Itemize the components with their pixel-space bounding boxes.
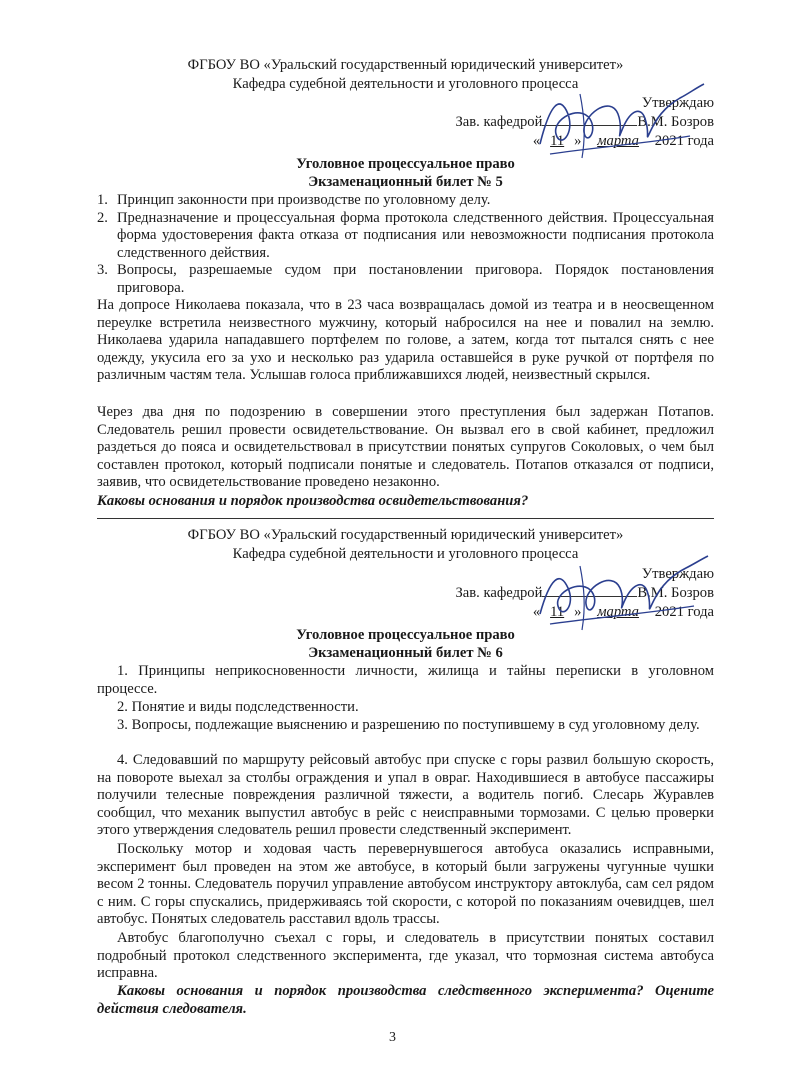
ticket5-subject: Уголовное процессуальное право xyxy=(296,156,515,172)
ticket5-head-label: Зав. кафедрой xyxy=(455,114,543,130)
ticket5-head-name: В.М. Бозров xyxy=(637,114,714,130)
ticket5-department: Кафедра судебной деятельности и уголовного процесса xyxy=(232,76,579,92)
ticket6-approve: Утверждаю xyxy=(641,566,714,582)
ticket5-date-day: 11 xyxy=(550,133,565,149)
ticket6-head-label: Зав. кафедрой xyxy=(455,585,543,601)
ticket6-question-4: 4. Следовавший по маршруту рейсовый автобус при спуске с горы развил большую скорость, на повороте выехал за столбы ограждения и упал в овраг. Находившиеся в автобусе пассажиры получили телесные повреждения различной тяжести, а водитель погиб. Слесарь Журавлев сообщил, что механик выпустил автобус в рейс с неисправными тормозами. С целью проверки этого утверждения следователь решил провести следственный эксперимент. xyxy=(97,752,714,839)
ticket5-task: Каковы основания и порядок производства освидетельствования? xyxy=(97,493,529,509)
ticket6-head-name: В.М. Бозров xyxy=(637,585,714,601)
ticket6-question-1: 1. Принципы неприкосновенности личности, жилища и тайны переписки в уголовном процессе. xyxy=(97,663,714,697)
ticket6-paragraph-3: Автобус благополучно съехал с горы, и следователь в присутствии понятых составил подробный протокол следственного эксперимента, где указал, что тормозная система автобуса исправна. xyxy=(97,930,714,982)
ticket6-date-month: марта xyxy=(597,604,639,620)
ticket5-question-3: 3. Вопросы, разрешаемые судом при постановлении приговора. Порядок постановления приговора. xyxy=(97,262,714,296)
ticket6-subject: Уголовное процессуальное право xyxy=(296,627,515,643)
ticket5-case-paragraph-1: На допросе Николаева показала, что в 23 часа возвращалась домой из театра и в неосвещенном переулке встретила неизвестного мужчину, который набросился на нее и повалил на землю. Николаева ударила нападавшего портфелем по голове, а затем, когда тот пытался снять с нее одежду, укусила его за ухо и несколько раз ударила оставшейся в руке ручкой от портфеля по различным частям тела. Услышав голоса приближавшихся людей, неизвестный скрылся. xyxy=(97,297,714,384)
ticket6-date-line: « 11 » марта 2021 года xyxy=(532,604,714,620)
ticket5-questions xyxy=(97,192,714,298)
ticket6-paragraph-2: Поскольку мотор и ходовая часть перевернувшегося автобуса оказались исправными, эксперимент был проведен на этом же автобусе, в который были загружены чугунные чушки весом 2 тонны. Следователь поручил управление автобусом инструктору автоклуба, сам сел рядом с ним. С горы спускались, придерживаясь той скорости, с которой по показаниям очевидцев, шел автобус. Понятых следователь расставил вдоль трассы. xyxy=(97,841,714,928)
ticket5-date-year: 2021 года xyxy=(654,133,714,149)
ticket6-question-2: 2. Понятие и виды подследственности. xyxy=(117,699,359,715)
ticket5-title: Экзаменационный билет № 5 xyxy=(308,174,503,190)
ticket5-university: ФГБОУ ВО «Уральский государственный юридический университет» xyxy=(187,57,624,73)
ticket5-question-2: 2. Предназначение и процессуальная форма протокола следственного действия. Процессуальная форма удостоверения факта отказа от подписания или невозможности подписания протокола следственного действия. xyxy=(97,209,714,261)
ticket5-date-line: « 11 » марта 2021 года xyxy=(532,133,714,149)
ticket6-head-line xyxy=(97,585,714,603)
page-number: 3 xyxy=(389,1030,396,1045)
ticket6-task: Каковы основания и порядок производства следственного эксперимента? Оцените действия следователя. xyxy=(97,983,714,1017)
ticket6-title: Экзаменационный билет № 6 xyxy=(308,645,503,661)
ticket5-date-month: марта xyxy=(597,133,639,149)
ticket6-department: Кафедра судебной деятельности и уголовного процесса xyxy=(232,546,579,562)
ticket6-date-year: 2021 года xyxy=(654,604,714,620)
ticket5-approve: Утверждаю xyxy=(641,95,714,111)
ticket6-university: ФГБОУ ВО «Уральский государственный юридический университет» xyxy=(187,527,624,543)
ticket5-case-paragraph-2: Через два дня по подозрению в совершении этого преступления был задержан Потапов. Следователь решил провести освидетельствование. Он вызвал его в свой кабинет, предложил раздеться до пояса и освидетельствовал в присутствии понятых супругов Соколовых, о чем был составлен протокол, который подписали понятые и следователь. Потапов отказался от подписи, заявив, что освидетельствование проведено незаконно. xyxy=(97,404,714,491)
ticket6-date-day: 11 xyxy=(550,604,565,620)
ticket5-question-1: 1. Принцип законности при производстве по уголовному делу. xyxy=(97,192,491,208)
ticket6-question-3: 3. Вопросы, подлежащие выяснению и разрешению по поступившему в суд уголовному делу. xyxy=(117,717,700,733)
ticket-divider xyxy=(97,518,714,519)
ticket5-head-line xyxy=(97,114,714,132)
